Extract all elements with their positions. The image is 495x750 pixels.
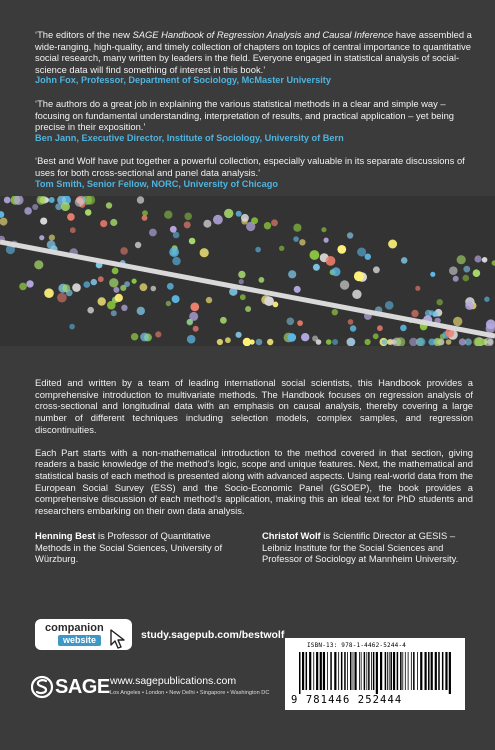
scatter-dot (332, 309, 338, 315)
scatter-dot (200, 248, 209, 257)
scatter-dot (47, 240, 56, 249)
scatter-dot (131, 333, 138, 340)
scatter-dot (324, 238, 329, 243)
scatter-dot (259, 277, 265, 283)
barcode-bar (445, 652, 447, 690)
scatter-dot (87, 307, 94, 314)
scatter-dot (332, 267, 341, 276)
barcode-bar (405, 652, 406, 690)
barcode-bar (402, 652, 403, 690)
scatter-dot (236, 332, 242, 338)
scatter-dot (365, 339, 371, 345)
scatter-dot (382, 339, 388, 345)
scatter-dot (239, 279, 244, 284)
barcode-bar (302, 652, 304, 690)
barcode-bar (309, 652, 311, 690)
barcode-bar (330, 652, 332, 690)
cursor-icon (110, 629, 128, 649)
scatter-dot (312, 336, 318, 342)
scatter-dot (377, 325, 383, 331)
scatter-dot (340, 280, 349, 289)
barcode-bar (371, 652, 372, 690)
scatter-dot (474, 255, 481, 262)
barcode-bar (376, 652, 378, 694)
scatter-dot (172, 257, 180, 265)
scatter-dot (57, 293, 67, 303)
barcode-bar (334, 652, 336, 690)
scatter-dot (473, 269, 481, 277)
scatter-dot (137, 307, 145, 315)
scatter-dot (189, 238, 196, 245)
scatter-dot (492, 260, 495, 265)
scatter-dot (151, 286, 157, 292)
scatter-dot (203, 220, 211, 228)
scatter-dot (428, 339, 435, 346)
barcode-bar (380, 652, 382, 690)
scatter-dot (388, 240, 397, 249)
scatter-dot (299, 239, 305, 245)
scatter-dot (107, 301, 116, 310)
scatter-dot (132, 279, 137, 284)
barcode-bar (435, 652, 437, 690)
isbn-barcode (285, 638, 465, 710)
barcode-bar (306, 652, 308, 690)
scatter-dot (184, 221, 191, 228)
barcode-bar (354, 652, 356, 690)
scatter-dot (44, 288, 54, 298)
scatter-dot (373, 333, 379, 339)
scatter-dot (85, 209, 92, 216)
scatter-dot (69, 324, 75, 330)
scatter-dot (0, 211, 4, 218)
scatter-dot (120, 285, 126, 291)
scatter-dot (98, 297, 106, 305)
scatter-dot (401, 257, 408, 264)
barcode-bar (408, 652, 409, 690)
description-paragraph: Each Part starts with a non-mathematical introduction to the method covered in that section, giving readers a basic knowledge of the method’s logic, scope and unique features. Next, the mathematical and statistical basis of each method is presented along with advanced aspects. Using real-world data from the European Social Survey (ESS) and the Socio-Economic Panel (GSOEP), the book provides a comprehensive discussion of each method’s application, making this an ideal text for PhD students and researchers embarking on their own data analysis. (35, 446, 473, 517)
scatter-dot (326, 339, 332, 345)
scatter-dot (167, 283, 174, 290)
companion-url[interactable]: study.sagepub.com/bestwolf (141, 629, 285, 641)
scatter-dot (225, 337, 231, 343)
scatter-dot (70, 227, 76, 233)
scatter-dot (91, 279, 97, 285)
scatter-dot (166, 301, 171, 306)
scatter-dot (310, 250, 320, 260)
barcode-bar (359, 652, 360, 690)
scatter-dot (113, 287, 119, 293)
barcode-bar (390, 652, 392, 690)
barcode-bar (438, 652, 440, 690)
scatter-dot (32, 204, 38, 210)
scatter-dot (287, 318, 295, 326)
scatter-dot (446, 339, 452, 345)
scatter-dot (187, 335, 196, 344)
scatter-dot (224, 209, 233, 218)
scatter-dot (164, 211, 172, 219)
scatter-dot (184, 213, 192, 221)
scatter-dot (121, 305, 127, 311)
barcode-bar (364, 652, 366, 690)
barcode-bar (424, 652, 426, 690)
scatter-dot (236, 211, 242, 217)
scatter-dot (348, 319, 354, 325)
scatter-dot (49, 235, 55, 241)
scatter-dot (106, 202, 112, 208)
description-paragraph: Edited and written by a team of leading international social scientists, this Handbook provides a comprehensive introduction to multivariate methods. The Handbook focuses on regression analysis of cross-sectional and longitudinal data with an emphasis on causal analysis, thereby covering a large number of different techniques including selection models, complex samples, and regression discontinuities. (35, 377, 473, 435)
scatter-dot (155, 331, 161, 337)
scatter-dot (293, 236, 299, 242)
scatter-dot (19, 283, 27, 291)
scatter-dot (348, 338, 356, 346)
barcode-bar (428, 652, 430, 690)
book-description (35, 377, 473, 528)
scatter-dot (98, 276, 104, 282)
sage-logo-text: SAGE (55, 676, 110, 698)
barcode-bar (442, 652, 444, 690)
barcode-bar (420, 652, 422, 690)
scatter-dot (313, 264, 320, 271)
scatter-dot (326, 256, 336, 266)
scatter-dot (241, 214, 249, 222)
editor-bio-best: Henning Best is Professor of Quantitative Methods in the Social Sciences, University of Würzburg. (35, 530, 223, 565)
barcode-bar (368, 652, 370, 690)
scatter-dot (110, 219, 117, 226)
scatter-dot (240, 294, 246, 300)
scatter-dot (66, 290, 73, 297)
barcode-bar (353, 652, 354, 690)
barcode-bar (385, 652, 387, 690)
barcode-bar (387, 652, 388, 690)
scatter-dot (34, 260, 43, 269)
scatter-dot (279, 246, 284, 251)
scatter-dot (40, 218, 47, 225)
scatter-dot (169, 247, 179, 257)
scatter-dot (140, 283, 148, 291)
barcode-bar (400, 652, 402, 690)
scatter-dot (373, 266, 380, 273)
scatter-dot (220, 317, 227, 324)
scatter-dot (255, 247, 261, 253)
barcode-bar (350, 652, 352, 690)
endorsement-attribution: John Fox, Professor, Department of Sociology, McMaster University (35, 75, 331, 86)
scatter-dot (120, 247, 128, 255)
scatter-dot (245, 306, 251, 312)
scatter-dot (288, 270, 296, 278)
scatter-dot (264, 296, 274, 306)
scatter-dot (251, 217, 258, 224)
barcode-bar (327, 652, 328, 690)
scatter-dot (140, 333, 149, 342)
barcode-bar (316, 652, 318, 690)
scatter-dot (72, 283, 81, 292)
barcode-bar (313, 652, 314, 690)
endorsement-attribution: Ben Jann, Executive Director, Institute of Sociology, University of Bern (35, 132, 344, 143)
scatter-dot (49, 197, 55, 203)
scatter-dot (238, 271, 245, 278)
scatter-dot (449, 266, 458, 275)
scatter-dot (109, 278, 118, 287)
publisher-cities: Los Angeles • London • New Delhi • Singapore • Washington DC (110, 690, 270, 696)
endorsements (35, 29, 473, 201)
scatter-dot (288, 333, 297, 342)
barcode-bar (320, 652, 322, 690)
scatter-dot (187, 319, 194, 326)
companion-website-badge: companion website (35, 619, 132, 650)
scatter-dot (409, 338, 417, 346)
scatter-dot (465, 301, 474, 310)
scatter-dot (213, 215, 223, 225)
scatter-dot (264, 222, 271, 229)
scatter-dot (115, 294, 123, 302)
scatter-dot (411, 310, 418, 317)
barcode-bar (347, 652, 348, 690)
scatter-dot (294, 286, 301, 293)
barcode-bar (361, 652, 362, 690)
scatter-dot (75, 198, 84, 207)
isbn-label: ISBN-13: 978-1-4462-5244-4 (307, 642, 407, 649)
scatter-dot (271, 219, 278, 226)
barcode-bar (389, 652, 390, 690)
scatter-dot (135, 242, 141, 248)
scatter-dot (430, 272, 435, 277)
scatter-dot (172, 295, 180, 303)
barcode-bar (413, 652, 415, 690)
scatter-dot (293, 224, 301, 232)
scatter-dot (453, 276, 459, 282)
scatter-dot (400, 325, 407, 332)
scatter-dot (190, 303, 199, 312)
barcode-bar (411, 652, 412, 690)
scatter-dot (193, 326, 199, 332)
barcode-bar (449, 652, 451, 694)
barcode-bar (366, 652, 367, 690)
scatter-dot (297, 320, 303, 326)
barcode-bar (373, 652, 375, 690)
scatter-plot-graphic (0, 196, 495, 346)
scatter-dot (482, 257, 488, 263)
barcode-digits: 9 781446 252444 (291, 694, 403, 706)
scatter-dot (206, 297, 212, 303)
scatter-dot (256, 339, 263, 346)
scatter-dot (4, 197, 11, 204)
barcode-bar (323, 652, 325, 690)
scatter-dot (67, 213, 75, 221)
scatter-dot (301, 333, 309, 341)
scatter-dot (142, 215, 148, 221)
scatter-dot (352, 290, 361, 299)
barcode-bar (344, 652, 346, 690)
publisher-url[interactable]: www.sagepublications.com (110, 675, 237, 687)
scatter-dot (337, 245, 346, 254)
scatter-dot (267, 339, 273, 345)
scatter-dot (321, 227, 326, 232)
scatter-dot (437, 299, 443, 305)
barcode-bar (393, 652, 395, 690)
barcode-bars (297, 652, 455, 694)
editor-bio-wolf: Christof Wolf is Scientific Director at GESIS – Leibniz Institute for the Social Sciences and Professor of Sociology at Mannheim University. (262, 530, 459, 565)
scatter-dot (0, 218, 8, 226)
scatter-dot (350, 325, 356, 331)
scatter-dot (170, 226, 177, 233)
scatter-dot (100, 220, 107, 227)
scatter-dot (61, 202, 70, 211)
scatter-dot (457, 255, 466, 264)
barcode-bar (417, 652, 418, 690)
regression-illustration (0, 196, 495, 346)
scatter-dot (365, 254, 371, 260)
scatter-dot (112, 268, 119, 275)
barcode-bar (431, 652, 433, 690)
scatter-dot (453, 317, 462, 326)
scatter-dot (347, 232, 353, 238)
scatter-dot (391, 339, 396, 344)
scatter-dot (250, 339, 255, 344)
scatter-dot (484, 297, 489, 302)
scatter-dot (357, 248, 366, 257)
scatter-dot (39, 235, 44, 240)
scatter-dot (137, 196, 144, 203)
scatter-dot (459, 338, 466, 345)
scatter-dot (84, 281, 91, 288)
scatter-dot (463, 266, 470, 273)
endorsement-fox: ‘The editors of the new SAGE Handbook of Regression Analysis and Causal Inference have assembled a wide-ranging, high-quality, and timely collection of chapters on topics of central importance to quantitative social research, many written by leaders in the field. Everyone engaged in statistical analysis of social-science data will find something of interest in this book.’ John Fox, Professor, Department of Sociology, McMaster University (35, 29, 472, 86)
endorsement-jann: ‘The authors do a great job in explaining the various statistical methods in a clear and simple way – focusing on fundamental understanding, interpretation of results, and practical application – yet being precise in their exposition.’ Ben Jann, Executive Director, Institute of Sociology, University of Bern (35, 98, 473, 144)
barcode-bar (397, 652, 399, 690)
scatter-dot (111, 310, 117, 316)
scatter-dot (385, 301, 394, 310)
scatter-dot (149, 229, 157, 237)
scatter-dot (26, 280, 33, 287)
scatter-dot (173, 232, 180, 239)
endorsement-attribution: Tom Smith, Senior Fellow, NORC, University of Chicago (35, 178, 278, 189)
barcode-bar (341, 652, 343, 690)
scatter-dot (463, 275, 470, 282)
scatter-dot (425, 310, 432, 317)
scatter-dot (332, 339, 338, 345)
scatter-dot (484, 337, 494, 346)
scatter-dot (415, 286, 420, 291)
scatter-dot (24, 207, 32, 215)
scatter-dot (354, 271, 364, 281)
barcode-bar (299, 652, 301, 694)
barcode-bar (338, 652, 339, 690)
endorsement-smith: ‘Best and Wolf have put together a powerful collection, especially valuable in its separate discussions of uses for both cross-sectional and panel data analysis.’ Tom Smith, Senior Fellow, NORC, University of Chicago (35, 155, 473, 190)
scatter-dot (217, 339, 223, 345)
